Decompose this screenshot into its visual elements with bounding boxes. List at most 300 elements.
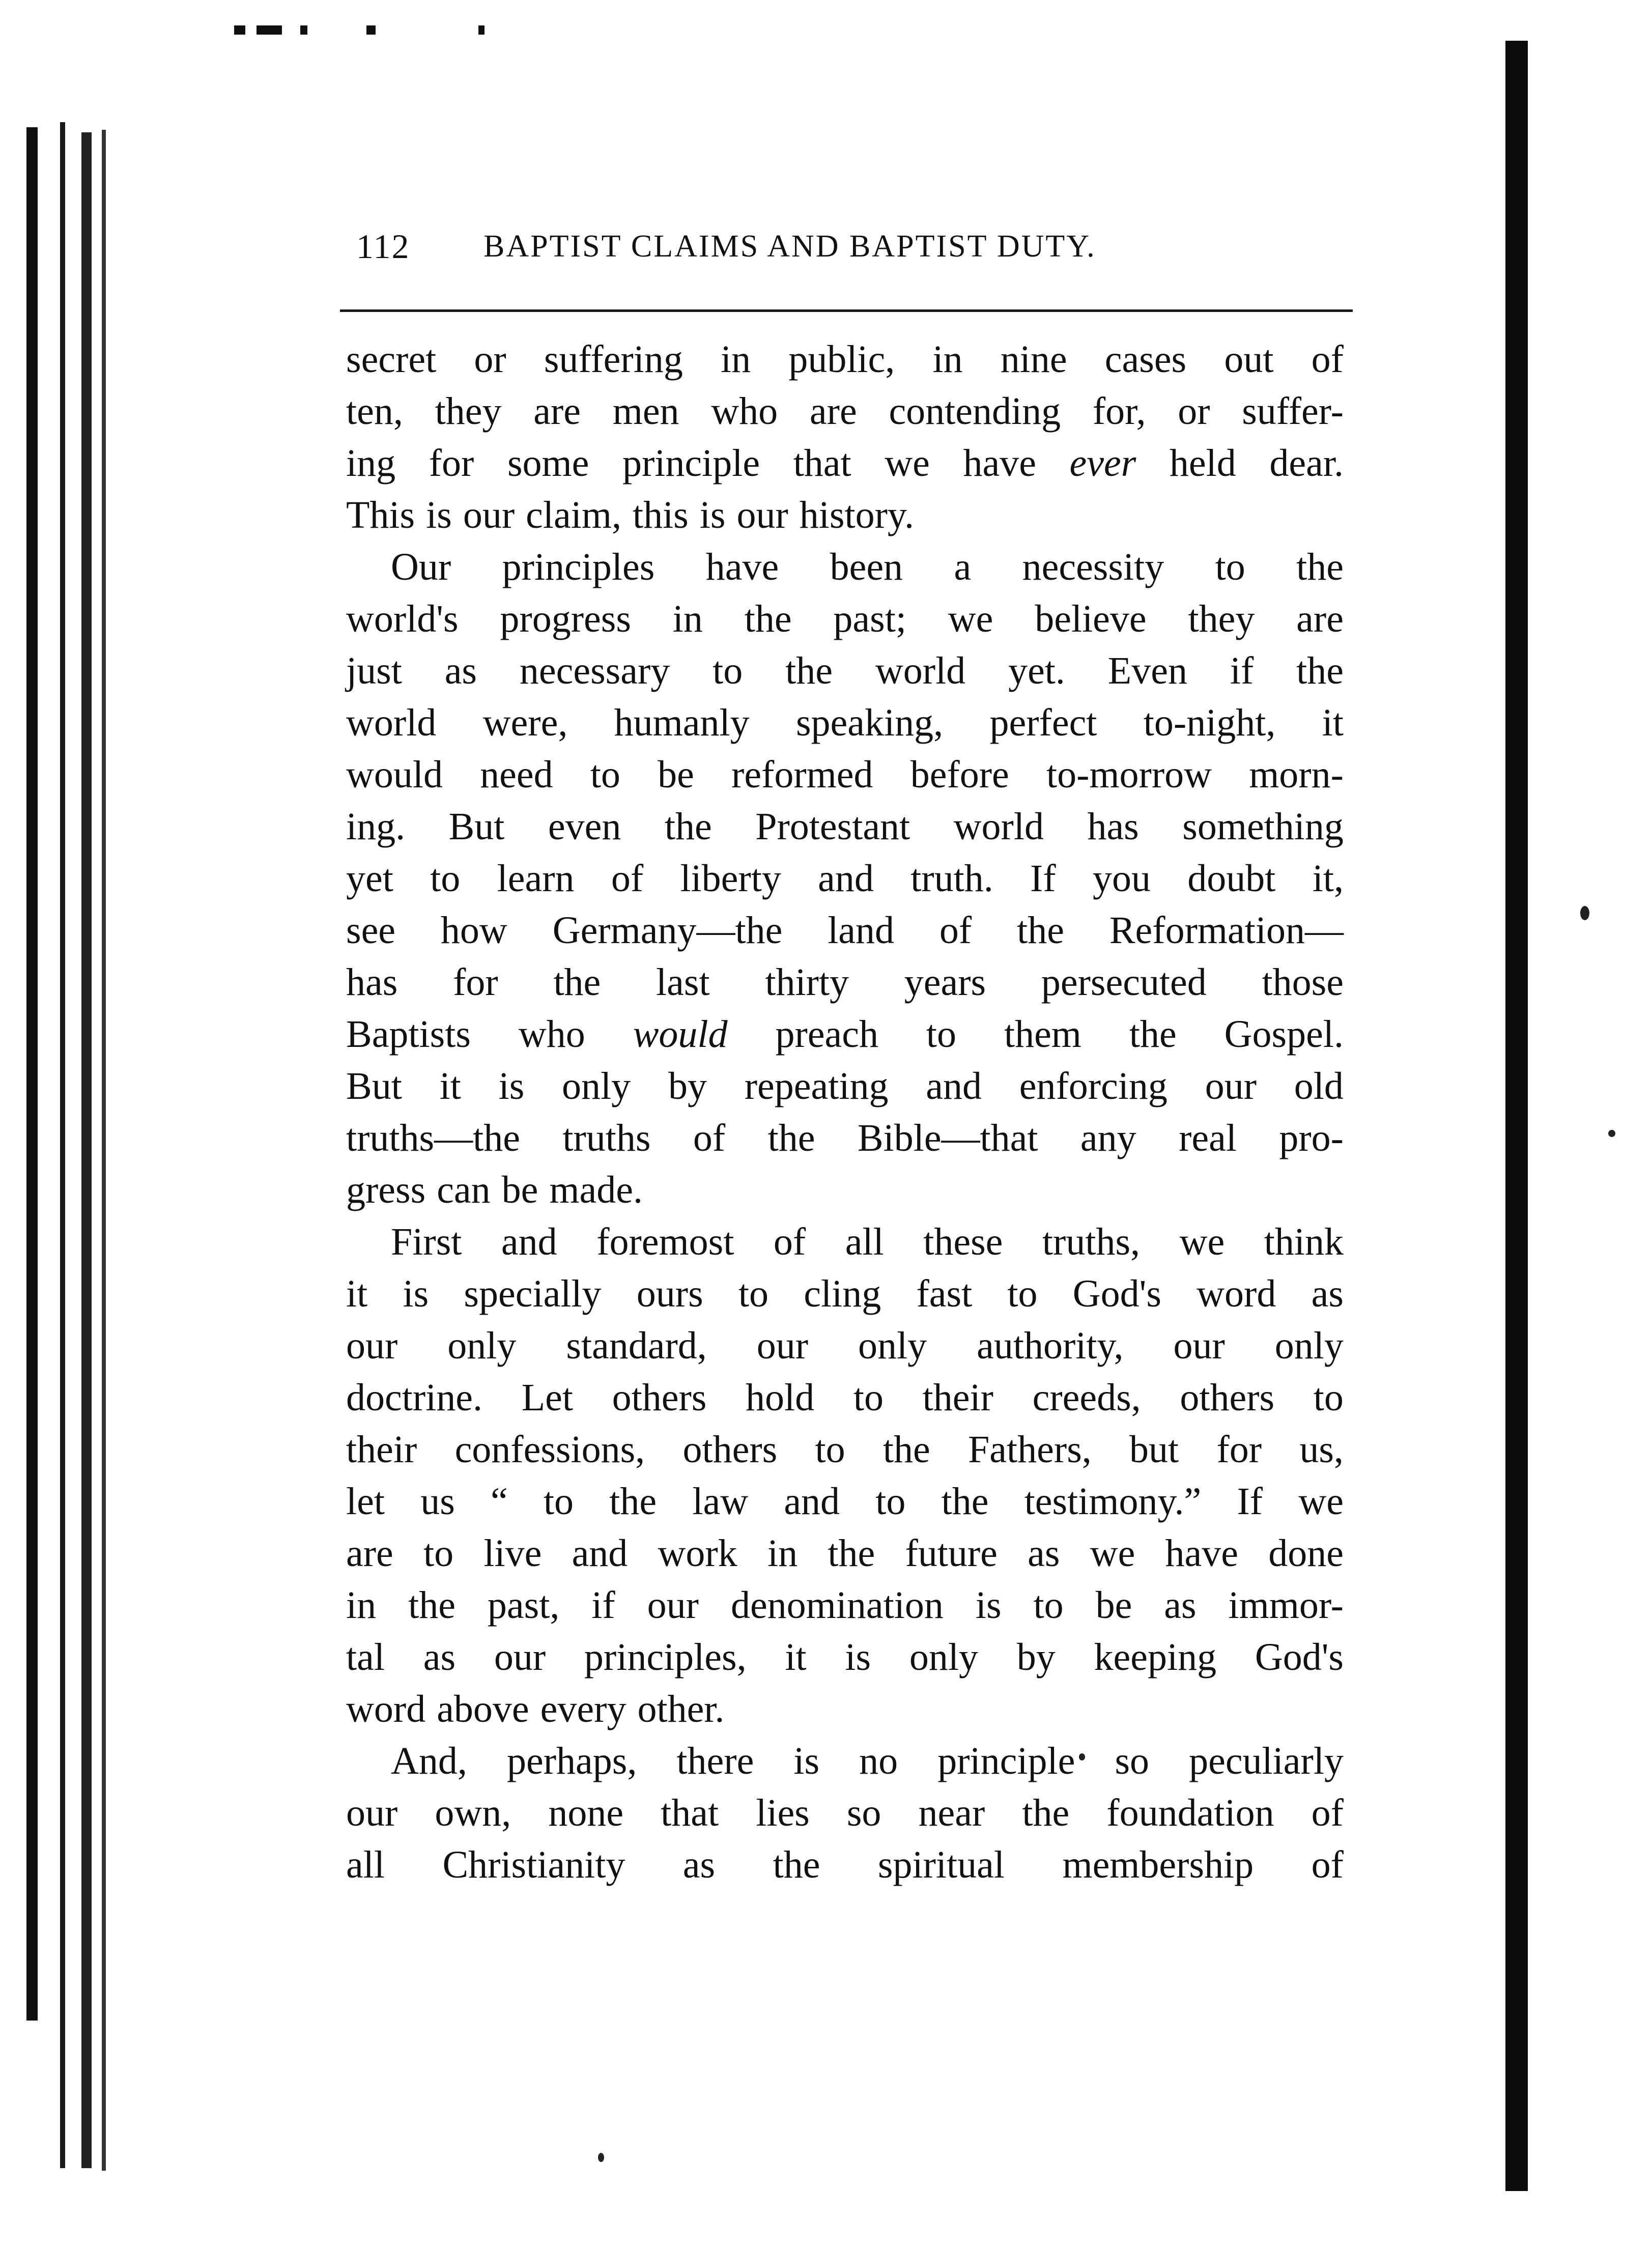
word: past,: [487, 1584, 560, 1627]
word: the: [941, 1480, 989, 1523]
word: the: [1296, 546, 1344, 588]
word: others: [682, 1428, 778, 1471]
word: hold: [746, 1376, 815, 1419]
word: our: [1173, 1324, 1225, 1367]
word: and: [501, 1220, 557, 1263]
word: the: [744, 598, 792, 640]
word: believe: [1035, 598, 1147, 640]
word: of: [1311, 1843, 1344, 1886]
word: contending: [889, 390, 1061, 433]
word: are: [809, 390, 857, 433]
text-line: [346, 1579, 1344, 1631]
word: is: [699, 494, 726, 536]
word: to-night,: [1143, 701, 1276, 744]
word: This: [346, 494, 415, 536]
word: any: [1080, 1117, 1136, 1159]
word: dear.: [1269, 442, 1344, 485]
word: ing: [346, 442, 396, 485]
word: are: [1296, 598, 1344, 640]
word: world: [953, 805, 1044, 848]
word: only: [447, 1324, 517, 1367]
word: men: [612, 390, 679, 433]
word: Christianity: [442, 1843, 625, 1886]
word: the: [609, 1480, 657, 1523]
word: work: [658, 1532, 737, 1575]
word: near: [918, 1792, 985, 1834]
word: confessions,: [454, 1428, 645, 1471]
word: just: [346, 649, 402, 692]
word: made.: [549, 1169, 643, 1211]
word: foremost: [596, 1220, 734, 1263]
word: all: [845, 1220, 884, 1263]
word: but: [1129, 1428, 1179, 1471]
word: some: [507, 442, 589, 485]
word: as: [423, 1636, 456, 1679]
word: us,: [1299, 1428, 1344, 1471]
word: so: [1115, 1740, 1150, 1782]
word: no: [859, 1740, 898, 1782]
text-line: [346, 1372, 1344, 1424]
word: a: [954, 546, 972, 588]
word: Our: [391, 546, 451, 588]
word: truths—the: [346, 1117, 520, 1159]
word: But: [448, 805, 505, 848]
running-title: BAPTIST CLAIMS AND BAPTIST DUTY.: [483, 229, 1096, 264]
word: Bible—that: [857, 1117, 1038, 1159]
word: our: [494, 1636, 546, 1679]
word: secret: [346, 338, 437, 381]
word: the: [1129, 1013, 1177, 1056]
text-line: [346, 904, 1344, 956]
word: Germany—the: [552, 909, 783, 952]
word: preach: [775, 1013, 878, 1056]
word: real: [1179, 1117, 1237, 1159]
word: the: [773, 1843, 820, 1886]
word: the: [1017, 909, 1064, 952]
word: Even: [1107, 649, 1187, 692]
word: Fathers,: [968, 1428, 1092, 1471]
word: our: [463, 494, 515, 536]
word: old: [1294, 1065, 1344, 1107]
word: by: [1016, 1636, 1056, 1679]
word: we: [1298, 1480, 1344, 1523]
word: would: [346, 753, 443, 796]
word: can: [437, 1169, 491, 1211]
word: or: [1178, 390, 1210, 433]
word: would: [633, 1013, 728, 1056]
text-line: [346, 1631, 1344, 1683]
scan-border-right: [1505, 41, 1528, 2191]
word: above: [437, 1688, 529, 1730]
word: “: [490, 1480, 508, 1523]
word: reformed: [731, 753, 873, 796]
text-line: [346, 1060, 1344, 1112]
word: only: [1274, 1324, 1344, 1367]
word: peculiarly: [1189, 1740, 1344, 1782]
word: authority,: [977, 1324, 1124, 1367]
word: suffer-: [1242, 390, 1344, 433]
text-line: [346, 1787, 1344, 1839]
word: is: [426, 494, 452, 536]
word: we: [1090, 1532, 1135, 1575]
word: Reformation—: [1109, 909, 1344, 952]
word: Protestant: [755, 805, 910, 848]
word: word: [346, 1688, 426, 1730]
word: necessary: [519, 649, 670, 692]
text-line: [346, 593, 1344, 645]
word: we: [1179, 1220, 1225, 1263]
word: law: [692, 1480, 749, 1523]
word: let: [346, 1480, 385, 1523]
scan-speck: [1608, 1130, 1615, 1137]
word: that: [661, 1792, 719, 1834]
word: foundation: [1106, 1792, 1274, 1834]
word: principles: [502, 546, 655, 588]
word: is: [403, 1272, 429, 1315]
word: future: [905, 1532, 998, 1575]
word: perhaps,: [506, 1740, 637, 1782]
word: before: [910, 753, 1009, 796]
word: in: [346, 1584, 377, 1627]
body-text: [346, 333, 1344, 1891]
word: in: [672, 598, 703, 640]
word: of: [1311, 338, 1344, 381]
word: as: [1164, 1584, 1197, 1627]
word: see: [346, 909, 396, 952]
word: doubt: [1187, 857, 1276, 900]
word: are: [533, 390, 581, 433]
word: If: [1237, 1480, 1263, 1523]
word: principle: [622, 442, 760, 485]
word: principles,: [584, 1636, 747, 1679]
word: our: [346, 1792, 398, 1834]
word: our: [736, 494, 788, 536]
word: these: [923, 1220, 1003, 1263]
word: live: [483, 1532, 542, 1575]
word: for,: [1092, 390, 1146, 433]
text-line: [346, 1527, 1344, 1579]
word: past;: [833, 598, 906, 640]
word: pro-: [1279, 1117, 1344, 1159]
text-line: [346, 749, 1344, 801]
word: have: [705, 546, 779, 588]
word: the: [664, 805, 712, 848]
text-line: [346, 852, 1344, 904]
word: to: [853, 1376, 884, 1419]
word: it: [1322, 701, 1344, 744]
word: be: [1095, 1584, 1132, 1627]
word: none: [548, 1792, 624, 1834]
word: And,: [391, 1740, 467, 1782]
word: to: [1313, 1376, 1344, 1419]
word: have: [963, 442, 1036, 485]
word: learn: [497, 857, 575, 900]
word: specially: [464, 1272, 602, 1315]
word: of: [1311, 1792, 1344, 1834]
word: to: [1033, 1584, 1064, 1627]
word: enforcing: [1019, 1065, 1167, 1107]
word: cases: [1104, 338, 1187, 381]
word: to-morrow: [1046, 753, 1212, 796]
text-line: [346, 1735, 1344, 1787]
word: as: [1311, 1272, 1344, 1315]
word: for: [429, 442, 474, 485]
word: as: [444, 649, 477, 692]
word: it: [439, 1065, 461, 1107]
word: persecuted: [1041, 961, 1207, 1004]
word: be: [658, 753, 694, 796]
running-head: [356, 226, 1354, 272]
word: principle: [937, 1740, 1075, 1782]
word: of: [939, 909, 972, 952]
word: truths: [562, 1117, 651, 1159]
word: to: [1215, 546, 1245, 588]
text-line: [346, 1475, 1344, 1527]
text-line: [346, 1320, 1344, 1372]
word: is: [975, 1584, 1002, 1627]
word: ever: [1069, 442, 1136, 485]
word: world: [875, 649, 966, 692]
word: be: [501, 1169, 538, 1211]
text-line: [346, 1216, 1344, 1268]
word: suffering: [544, 338, 683, 381]
word: out: [1224, 338, 1274, 381]
word: other.: [637, 1688, 725, 1730]
word: and: [818, 857, 874, 900]
word: them: [1004, 1013, 1081, 1056]
word: progress: [500, 598, 631, 640]
word: our: [756, 1324, 809, 1367]
word: our: [647, 1584, 699, 1627]
word: been: [830, 546, 903, 588]
word: our: [346, 1324, 398, 1367]
text-line: [346, 437, 1344, 489]
word: God's: [1072, 1272, 1161, 1315]
word: to: [815, 1428, 845, 1471]
word: membership: [1062, 1843, 1254, 1886]
word: need: [480, 753, 553, 796]
word: If: [1030, 857, 1056, 900]
word: tal: [346, 1636, 385, 1679]
scan-speck: [1580, 906, 1589, 920]
word: that: [793, 442, 851, 485]
word: or: [474, 338, 506, 381]
word: done: [1268, 1532, 1344, 1575]
word: how: [440, 909, 507, 952]
word: claim,: [526, 494, 621, 536]
word: only: [562, 1065, 631, 1107]
word: fast: [916, 1272, 973, 1315]
word: perfect: [989, 701, 1097, 744]
word: to: [1007, 1272, 1038, 1315]
word: in: [932, 338, 963, 381]
word: the: [785, 649, 833, 692]
word: their: [346, 1428, 417, 1471]
word: thirty: [765, 961, 849, 1004]
word: who: [518, 1013, 585, 1056]
word: First: [391, 1220, 462, 1263]
word: and: [926, 1065, 982, 1107]
word: the: [553, 961, 601, 1004]
word: their: [922, 1376, 993, 1419]
text-line: [346, 1424, 1344, 1475]
word: standard,: [566, 1324, 707, 1367]
word: those: [1262, 961, 1344, 1004]
word: public,: [788, 338, 895, 381]
word: and: [572, 1532, 628, 1575]
word: to: [423, 1532, 454, 1575]
text-line: [346, 697, 1344, 749]
word: the: [408, 1584, 455, 1627]
word: yet.: [1008, 649, 1065, 692]
word: the: [1296, 649, 1344, 692]
scan-top-marks: [234, 25, 499, 38]
word: history.: [799, 494, 914, 536]
word: has: [346, 961, 398, 1004]
word: to: [543, 1480, 574, 1523]
word: as: [1028, 1532, 1060, 1575]
text-line: [346, 385, 1344, 437]
word: doctrine.: [346, 1376, 483, 1419]
word: they: [435, 390, 502, 433]
word: own,: [435, 1792, 511, 1834]
word: immor-: [1228, 1584, 1344, 1627]
word: to: [590, 753, 620, 796]
word: truths,: [1042, 1220, 1141, 1263]
text-line: [346, 1839, 1344, 1891]
word: the: [882, 1428, 930, 1471]
word: is: [498, 1065, 525, 1107]
word: we: [948, 598, 993, 640]
word: gress: [346, 1169, 426, 1211]
text-line: [346, 489, 1344, 541]
word: denomination: [730, 1584, 944, 1627]
word: cling: [804, 1272, 881, 1315]
word: world: [346, 701, 437, 744]
word: necessity: [1022, 546, 1164, 588]
scan-border-left-binding: [81, 132, 92, 2168]
word: only: [909, 1636, 978, 1679]
word: to: [926, 1013, 957, 1056]
word: of: [773, 1220, 806, 1263]
word: keeping: [1094, 1636, 1217, 1679]
scan-speck: [598, 2153, 604, 2162]
word: spiritual: [877, 1843, 1005, 1886]
word: word: [1197, 1272, 1276, 1315]
word: all: [346, 1843, 385, 1886]
word: us: [420, 1480, 455, 1523]
text-line: [346, 801, 1344, 852]
scan-border-left-inner: [60, 122, 65, 2168]
word: it: [346, 1272, 368, 1315]
text-line: [346, 1164, 1344, 1216]
word: ours: [636, 1272, 703, 1315]
word: as: [682, 1843, 716, 1886]
word: is: [793, 1740, 820, 1782]
word: who: [711, 390, 778, 433]
word: the: [767, 1117, 815, 1159]
word: creeds,: [1032, 1376, 1141, 1419]
word: so: [846, 1792, 881, 1834]
word: ten,: [346, 390, 403, 433]
text-line: [346, 1112, 1344, 1164]
word: the: [828, 1532, 875, 1575]
word: it,: [1312, 857, 1344, 900]
text-line: [346, 956, 1344, 1008]
scan-border-left-edge: [102, 130, 106, 2171]
text-line: [346, 1268, 1344, 1320]
word: held: [1169, 442, 1236, 485]
word: land: [828, 909, 895, 952]
word: to: [713, 649, 743, 692]
word: yet: [346, 857, 393, 900]
word: think: [1264, 1220, 1344, 1263]
word: others: [1180, 1376, 1275, 1419]
word: you: [1092, 857, 1151, 900]
word: to: [738, 1272, 769, 1315]
word: liberty: [680, 857, 781, 900]
word: if: [1230, 649, 1254, 692]
word: have: [1165, 1532, 1239, 1575]
text-line: [346, 1008, 1344, 1060]
word: for: [1216, 1428, 1262, 1471]
word: has: [1087, 805, 1139, 848]
word: God's: [1255, 1636, 1344, 1679]
page-number: 112: [356, 227, 410, 266]
word: Let: [521, 1376, 573, 1419]
word: in: [721, 338, 751, 381]
word: they: [1188, 598, 1255, 640]
word: repeating: [744, 1065, 889, 1107]
word: there: [676, 1740, 754, 1782]
word: to: [430, 857, 461, 900]
word: our: [1205, 1065, 1257, 1107]
text-line: [346, 541, 1344, 593]
word: something: [1182, 805, 1344, 848]
word: for: [453, 961, 498, 1004]
word: lies: [756, 1792, 810, 1834]
word: truth.: [910, 857, 993, 900]
word: only: [858, 1324, 927, 1367]
header-rule: [340, 309, 1353, 312]
word: is: [845, 1636, 871, 1679]
word: it: [785, 1636, 807, 1679]
word: But: [346, 1065, 402, 1107]
text-line: [346, 645, 1344, 697]
word: last: [656, 961, 710, 1004]
word: the: [1022, 1792, 1070, 1834]
word: nine: [1000, 338, 1067, 381]
word: even: [548, 805, 621, 848]
word: Gospel.: [1224, 1013, 1344, 1056]
word: were,: [482, 701, 568, 744]
word: of: [693, 1117, 726, 1159]
word: morn-: [1249, 753, 1344, 796]
word: Baptists: [346, 1013, 471, 1056]
word: we: [885, 442, 930, 485]
word: others: [612, 1376, 707, 1419]
word: if: [591, 1584, 615, 1627]
word: are: [346, 1532, 393, 1575]
scan-border-left: [26, 127, 38, 2021]
word: and: [784, 1480, 840, 1523]
word: ing.: [346, 805, 406, 848]
word: to: [875, 1480, 906, 1523]
text-line: [346, 1683, 1344, 1735]
word: testimony.”: [1024, 1480, 1202, 1523]
word: speaking,: [795, 701, 944, 744]
word: humanly: [614, 701, 750, 744]
